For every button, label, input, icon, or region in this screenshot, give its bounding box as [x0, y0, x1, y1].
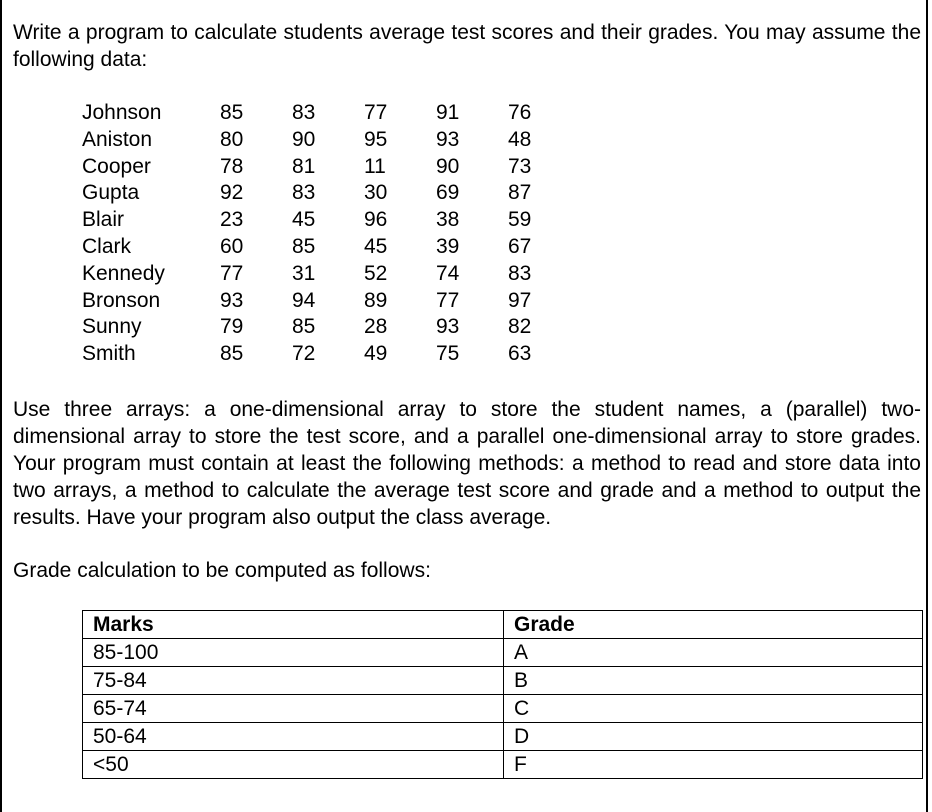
table-row — [82, 127, 580, 154]
student-name: Smith — [82, 342, 136, 366]
score-cell: 85 — [220, 342, 244, 366]
score-cell: 23 — [220, 208, 244, 232]
student-name: Kennedy — [82, 261, 165, 285]
table-row — [82, 341, 580, 368]
score-cell: 74 — [436, 261, 460, 285]
score-cell: 90 — [292, 127, 316, 151]
score-cell: 83 — [292, 181, 316, 205]
grade-letter: B — [504, 667, 923, 695]
table-row — [83, 695, 923, 723]
score-cell: 81 — [292, 154, 316, 178]
score-cell: 77 — [364, 101, 388, 124]
score-cell: 45 — [364, 234, 388, 258]
score-cell: 90 — [436, 154, 460, 178]
score-cell: 38 — [436, 208, 460, 232]
table-row — [82, 288, 580, 315]
grade-letter: F — [504, 751, 923, 779]
score-cell: 11 — [364, 154, 386, 178]
grade-letter: A — [504, 639, 923, 667]
score-cell: 28 — [364, 315, 388, 339]
instructions-paragraph: Use three arrays: a one-dimensional array to store the student names, a (parallel) two-dimensional array to store the test score, and a parallel one-dimensional array to store grades. Your program must contain at least the following methods: a method to read and store data into two arrays, a method to calculate the average test score and grade and a method to output the results. Have your program also output the class average. — [13, 398, 921, 529]
student-name: Johnson — [82, 101, 162, 124]
table-row — [82, 261, 580, 288]
grade-table-header-row — [83, 611, 923, 639]
student-name: Sunny — [82, 315, 142, 339]
score-cell: 83 — [292, 101, 316, 124]
score-cell: 76 — [508, 101, 532, 124]
score-cell: 91 — [436, 101, 460, 124]
grade-header: Grade — [504, 611, 923, 639]
score-cell: 92 — [220, 181, 244, 205]
score-cell: 85 — [292, 234, 316, 258]
score-cell: 82 — [508, 315, 532, 339]
score-cell: 87 — [508, 181, 532, 205]
table-row — [83, 667, 923, 695]
marks-range: 85-100 — [83, 639, 504, 667]
table-row — [82, 314, 580, 341]
table-row — [83, 751, 923, 779]
marks-range: <50 — [83, 751, 504, 779]
score-cell: 75 — [436, 342, 460, 366]
score-cell: 30 — [364, 181, 388, 205]
score-cell: 60 — [220, 234, 244, 258]
score-cell: 72 — [292, 342, 316, 366]
score-cell: 85 — [220, 101, 244, 124]
score-cell: 49 — [364, 342, 388, 366]
score-cell: 48 — [508, 127, 532, 151]
score-cell: 78 — [220, 154, 244, 178]
marks-range: 75-84 — [83, 667, 504, 695]
score-cell: 93 — [220, 288, 244, 312]
table-row — [82, 154, 580, 181]
score-cell: 95 — [364, 127, 388, 151]
score-cell: 39 — [436, 234, 460, 258]
score-cell: 97 — [508, 288, 532, 312]
score-cell: 94 — [292, 288, 316, 312]
table-row — [82, 100, 580, 127]
marks-header: Marks — [83, 611, 504, 639]
score-cell: 31 — [292, 261, 316, 285]
score-cell: 85 — [292, 315, 316, 339]
score-cell: 59 — [508, 208, 532, 232]
score-cell: 52 — [364, 261, 388, 285]
grade-table — [82, 610, 923, 779]
score-cell: 77 — [220, 261, 244, 285]
table-row — [82, 180, 580, 207]
score-cell: 83 — [508, 261, 532, 285]
intro-paragraph: Write a program to calculate students average test scores and their grades. You may assume the following data: — [13, 21, 921, 71]
student-name: Gupta — [82, 181, 140, 205]
marks-range: 50-64 — [83, 723, 504, 751]
student-name: Clark — [82, 234, 132, 258]
student-name: Bronson — [82, 288, 161, 312]
student-name: Aniston — [82, 127, 153, 151]
score-cell: 63 — [508, 342, 532, 366]
score-cell: 96 — [364, 208, 388, 232]
score-cell: 73 — [508, 154, 532, 178]
score-cell: 89 — [364, 288, 388, 312]
grade-letter: C — [504, 695, 923, 723]
score-cell: 77 — [436, 288, 460, 312]
student-name: Cooper — [82, 154, 151, 178]
score-cell: 80 — [220, 127, 244, 151]
table-row — [83, 639, 923, 667]
marks-range: 65-74 — [83, 695, 504, 723]
table-row — [82, 207, 580, 234]
grade-intro-paragraph: Grade calculation to be computed as follows: — [13, 559, 431, 582]
score-cell: 79 — [220, 315, 244, 339]
score-cell: 69 — [436, 181, 460, 205]
student-scores-table — [82, 100, 580, 368]
score-cell: 93 — [436, 127, 460, 151]
score-cell: 93 — [436, 315, 460, 339]
score-cell: 45 — [292, 208, 316, 232]
table-row — [82, 234, 580, 261]
grade-letter: D — [504, 723, 923, 751]
score-cell: 67 — [508, 234, 532, 258]
table-row — [83, 723, 923, 751]
student-name: Blair — [82, 208, 125, 232]
